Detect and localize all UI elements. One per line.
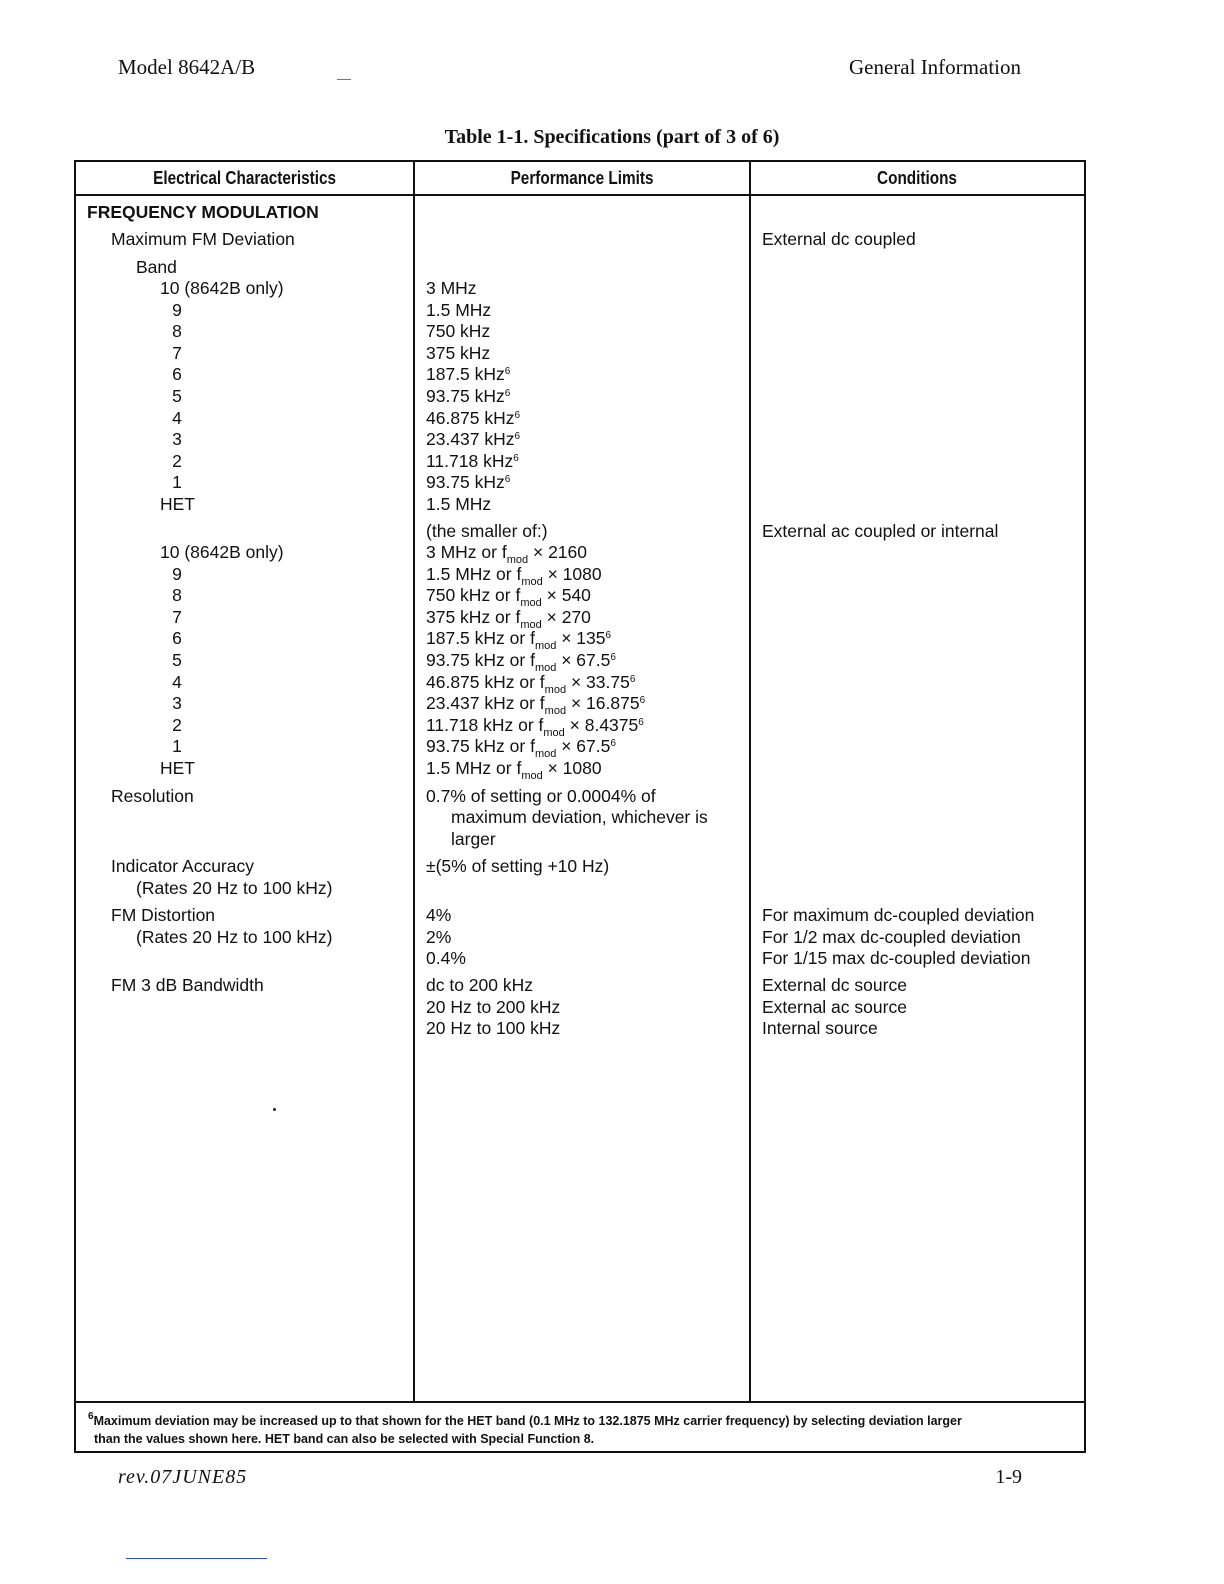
indicator-sublabel: (Rates 20 Hz to 100 kHz) bbox=[136, 878, 333, 898]
link-underline bbox=[126, 1558, 267, 1559]
band-number: 2 bbox=[172, 450, 182, 471]
distortion-limit: 4% bbox=[426, 905, 452, 925]
ac-limit bbox=[426, 628, 612, 653]
footnote-ref: 6 bbox=[513, 452, 519, 464]
indicator-label: Indicator Accuracy bbox=[111, 856, 254, 876]
ac-limit-text: 187.5 kHz or f bbox=[426, 628, 535, 649]
resolution-line: 0.7% of setting or 0.0004% of bbox=[426, 786, 656, 806]
ac-limit-factor: × 8.4375 bbox=[564, 714, 639, 735]
mod-subscript: mod bbox=[543, 726, 565, 739]
mod-subscript: mod bbox=[534, 640, 557, 653]
dc-limit bbox=[426, 494, 491, 515]
column-header-conditions: Conditions bbox=[750, 162, 1084, 196]
footnote-rule bbox=[76, 1401, 1084, 1403]
bandwidth-condition: Internal source bbox=[762, 1018, 878, 1038]
ac-limit-text: 11.718 kHz or f bbox=[426, 714, 544, 735]
ac-limit-factor: × 1080 bbox=[542, 563, 602, 584]
band-number: 3 bbox=[172, 693, 182, 714]
band-number: 8 bbox=[172, 585, 182, 606]
band-number: 2 bbox=[172, 714, 182, 735]
revision-date: rev.07JUNE85 bbox=[118, 1466, 248, 1488]
distortion-condition: For maximum dc-coupled deviation bbox=[762, 905, 1035, 925]
distortion-sublabel: (Rates 20 Hz to 100 kHz) bbox=[136, 927, 333, 947]
ac-limit-text: 750 kHz or f bbox=[426, 585, 521, 606]
band-number: 10 (8642B only) bbox=[160, 278, 284, 298]
dc-limit bbox=[426, 451, 519, 472]
band-number: 8 bbox=[172, 321, 182, 342]
mod-subscript: mod bbox=[521, 770, 543, 782]
band-number: HET bbox=[160, 494, 195, 514]
dc-limit-value: 1.5 MHz bbox=[426, 494, 492, 514]
dc-limit bbox=[426, 429, 520, 450]
ac-limit-factor: × 67.5 bbox=[556, 650, 611, 670]
mod-subscript: mod bbox=[544, 683, 567, 696]
ac-limit-text: 1.5 MHz or f bbox=[426, 758, 522, 778]
band-number: 1 bbox=[172, 736, 182, 757]
dc-limit-value: 93.75 kHz bbox=[426, 386, 505, 406]
dc-limit bbox=[426, 408, 520, 429]
band-number: 4 bbox=[172, 407, 182, 428]
mod-subscript: mod bbox=[534, 662, 557, 674]
page-number: 1-9 bbox=[995, 1466, 1022, 1488]
distortion-limit: 2% bbox=[426, 927, 452, 947]
ac-limit bbox=[426, 671, 636, 696]
footnote-ref: 6 bbox=[504, 366, 511, 378]
table-caption: Table 1-1. Specifications (part of 3 of 6) bbox=[444, 126, 780, 148]
bandwidth-limit: dc to 200 kHz bbox=[426, 975, 533, 995]
distortion-limit: 0.4% bbox=[426, 948, 466, 968]
band-number: 3 bbox=[172, 429, 182, 450]
mod-subscript: mod bbox=[520, 597, 542, 610]
mod-subscript: mod bbox=[520, 618, 542, 631]
dc-limit bbox=[426, 364, 510, 385]
footnote-ref: 6 bbox=[610, 652, 616, 663]
band-number: 7 bbox=[172, 342, 182, 363]
dc-limit bbox=[426, 278, 477, 299]
ac-limit-factor: × 67.5 bbox=[556, 736, 611, 757]
column-divider bbox=[413, 162, 415, 1402]
mod-subscript: mod bbox=[506, 554, 529, 566]
dc-limit bbox=[426, 386, 510, 407]
ac-limit-text: 1.5 MHz or f bbox=[426, 563, 522, 584]
ac-limit-text: 46.875 kHz or f bbox=[426, 671, 545, 692]
ac-limit bbox=[426, 736, 616, 761]
ac-limit-factor: × 135 bbox=[556, 628, 606, 649]
ac-limit-factor: × 540 bbox=[541, 585, 591, 606]
column-header-electrical: Electrical Characteristics bbox=[76, 162, 414, 196]
dc-limit bbox=[426, 343, 490, 364]
bandwidth-label: FM 3 dB Bandwidth bbox=[111, 975, 264, 995]
footnote-ref: 6 bbox=[504, 388, 511, 399]
bandwidth-limit: 20 Hz to 200 kHz bbox=[426, 997, 561, 1017]
bandwidth-limit: 20 Hz to 100 kHz bbox=[426, 1018, 561, 1038]
scan-speck bbox=[273, 1108, 276, 1111]
dc-limit bbox=[426, 321, 490, 342]
band-number: 10 (8642B only) bbox=[160, 542, 284, 562]
dc-limit-value: 46.875 kHz bbox=[426, 407, 515, 428]
band-number: 4 bbox=[172, 671, 182, 692]
mod-subscript: mod bbox=[534, 748, 557, 761]
specifications-table bbox=[74, 160, 1086, 1453]
dc-limit bbox=[426, 300, 491, 321]
ac-limit-text: 23.437 kHz or f bbox=[426, 693, 545, 714]
footnote-ref: 6 bbox=[514, 431, 521, 443]
ac-limit-factor: × 270 bbox=[541, 606, 591, 627]
footnote-ref: 6 bbox=[514, 409, 521, 421]
ac-limit bbox=[426, 542, 587, 566]
ac-condition: External ac coupled or internal bbox=[762, 521, 999, 541]
ac-limit-text: 93.75 kHz or f bbox=[426, 736, 535, 757]
dc-limit-value: 23.437 kHz bbox=[426, 429, 515, 450]
model-header: Model 8642A/B bbox=[118, 55, 256, 79]
footnote bbox=[88, 1412, 1078, 1448]
bandwidth-condition: External ac source bbox=[762, 997, 907, 1017]
footnote-ref: 6 bbox=[629, 673, 636, 685]
ac-limit bbox=[426, 758, 602, 782]
band-number: HET bbox=[160, 758, 195, 778]
indicator-limit: ±(5% of setting +10 Hz) bbox=[426, 856, 610, 876]
dc-limit-value: 93.75 kHz bbox=[426, 472, 505, 493]
band-number: 1 bbox=[172, 472, 182, 493]
dc-limit-value: 375 kHz bbox=[426, 342, 491, 363]
band-number: 9 bbox=[172, 299, 182, 320]
ac-limit bbox=[426, 606, 591, 631]
ac-limit-factor: × 16.875 bbox=[566, 693, 640, 714]
mod-subscript: mod bbox=[521, 575, 543, 588]
bandwidth-condition: External dc source bbox=[762, 975, 907, 995]
resolution-line: larger bbox=[451, 829, 496, 849]
dc-limit-value: 187.5 kHz bbox=[426, 364, 505, 385]
distortion-condition: For 1/2 max dc-coupled deviation bbox=[762, 927, 1021, 947]
dc-condition: External dc coupled bbox=[762, 229, 916, 249]
section-header: General Information bbox=[848, 55, 1021, 79]
max-fm-label: Maximum FM Deviation bbox=[111, 229, 295, 249]
ac-limit-factor: × 33.75 bbox=[566, 671, 630, 692]
ac-limit-factor: × 1080 bbox=[542, 758, 602, 778]
footnote-ref: 6 bbox=[639, 695, 646, 707]
footnote-marker: 6 bbox=[88, 1411, 94, 1422]
ac-limit bbox=[426, 693, 646, 718]
footnote-ref: 6 bbox=[504, 474, 511, 486]
dc-limit bbox=[426, 472, 510, 493]
footnote-ref: 6 bbox=[638, 716, 644, 728]
dc-limit-value: 11.718 kHz bbox=[426, 450, 514, 471]
distortion-condition: For 1/15 max dc-coupled deviation bbox=[762, 948, 1031, 968]
resolution-line: maximum deviation, whichever is bbox=[451, 807, 708, 827]
column-divider bbox=[749, 162, 751, 1402]
ac-limit bbox=[426, 714, 644, 739]
ac-limit-text: 3 MHz or f bbox=[426, 542, 507, 562]
footnote-line: $^6$Maximum deviation may be increased up to that shown for the HET band (0.1 MHz to 132.1875 MHz carrier frequency) by selecting deviation larger bbox=[88, 1411, 962, 1428]
ac-limit bbox=[426, 650, 616, 674]
band-label: Band bbox=[136, 257, 177, 277]
scan-mark bbox=[337, 79, 351, 83]
section-title: FREQUENCY MODULATION bbox=[87, 202, 319, 222]
dc-limit-value: 1.5 MHz bbox=[426, 299, 492, 320]
ac-limit bbox=[426, 585, 591, 610]
footnote-ref: 6 bbox=[605, 630, 612, 642]
column-header-performance: Performance Limits bbox=[414, 162, 750, 196]
distortion-label: FM Distortion bbox=[111, 905, 216, 925]
band-number: 5 bbox=[172, 386, 182, 406]
ac-limit-text: 375 kHz or f bbox=[426, 606, 521, 627]
mod-subscript: mod bbox=[544, 705, 567, 718]
band-number: 6 bbox=[172, 364, 182, 385]
ac-intro: (the smaller of:) bbox=[426, 521, 548, 541]
dc-limit-value: 3 MHz bbox=[426, 278, 477, 298]
footnote-line: than the values shown here. HET band can also be selected with Special Function 8. bbox=[94, 1432, 595, 1446]
ac-limit-text: 93.75 kHz or f bbox=[426, 650, 535, 670]
ac-limit bbox=[426, 563, 602, 588]
resolution-label: Resolution bbox=[111, 786, 194, 806]
band-number: 9 bbox=[172, 563, 182, 584]
band-number: 6 bbox=[172, 628, 182, 649]
ac-limit-factor: × 2160 bbox=[528, 542, 587, 562]
band-number: 7 bbox=[172, 606, 182, 627]
band-number: 5 bbox=[172, 650, 182, 670]
dc-limit-value: 750 kHz bbox=[426, 321, 491, 342]
footnote-ref: 6 bbox=[610, 738, 616, 750]
